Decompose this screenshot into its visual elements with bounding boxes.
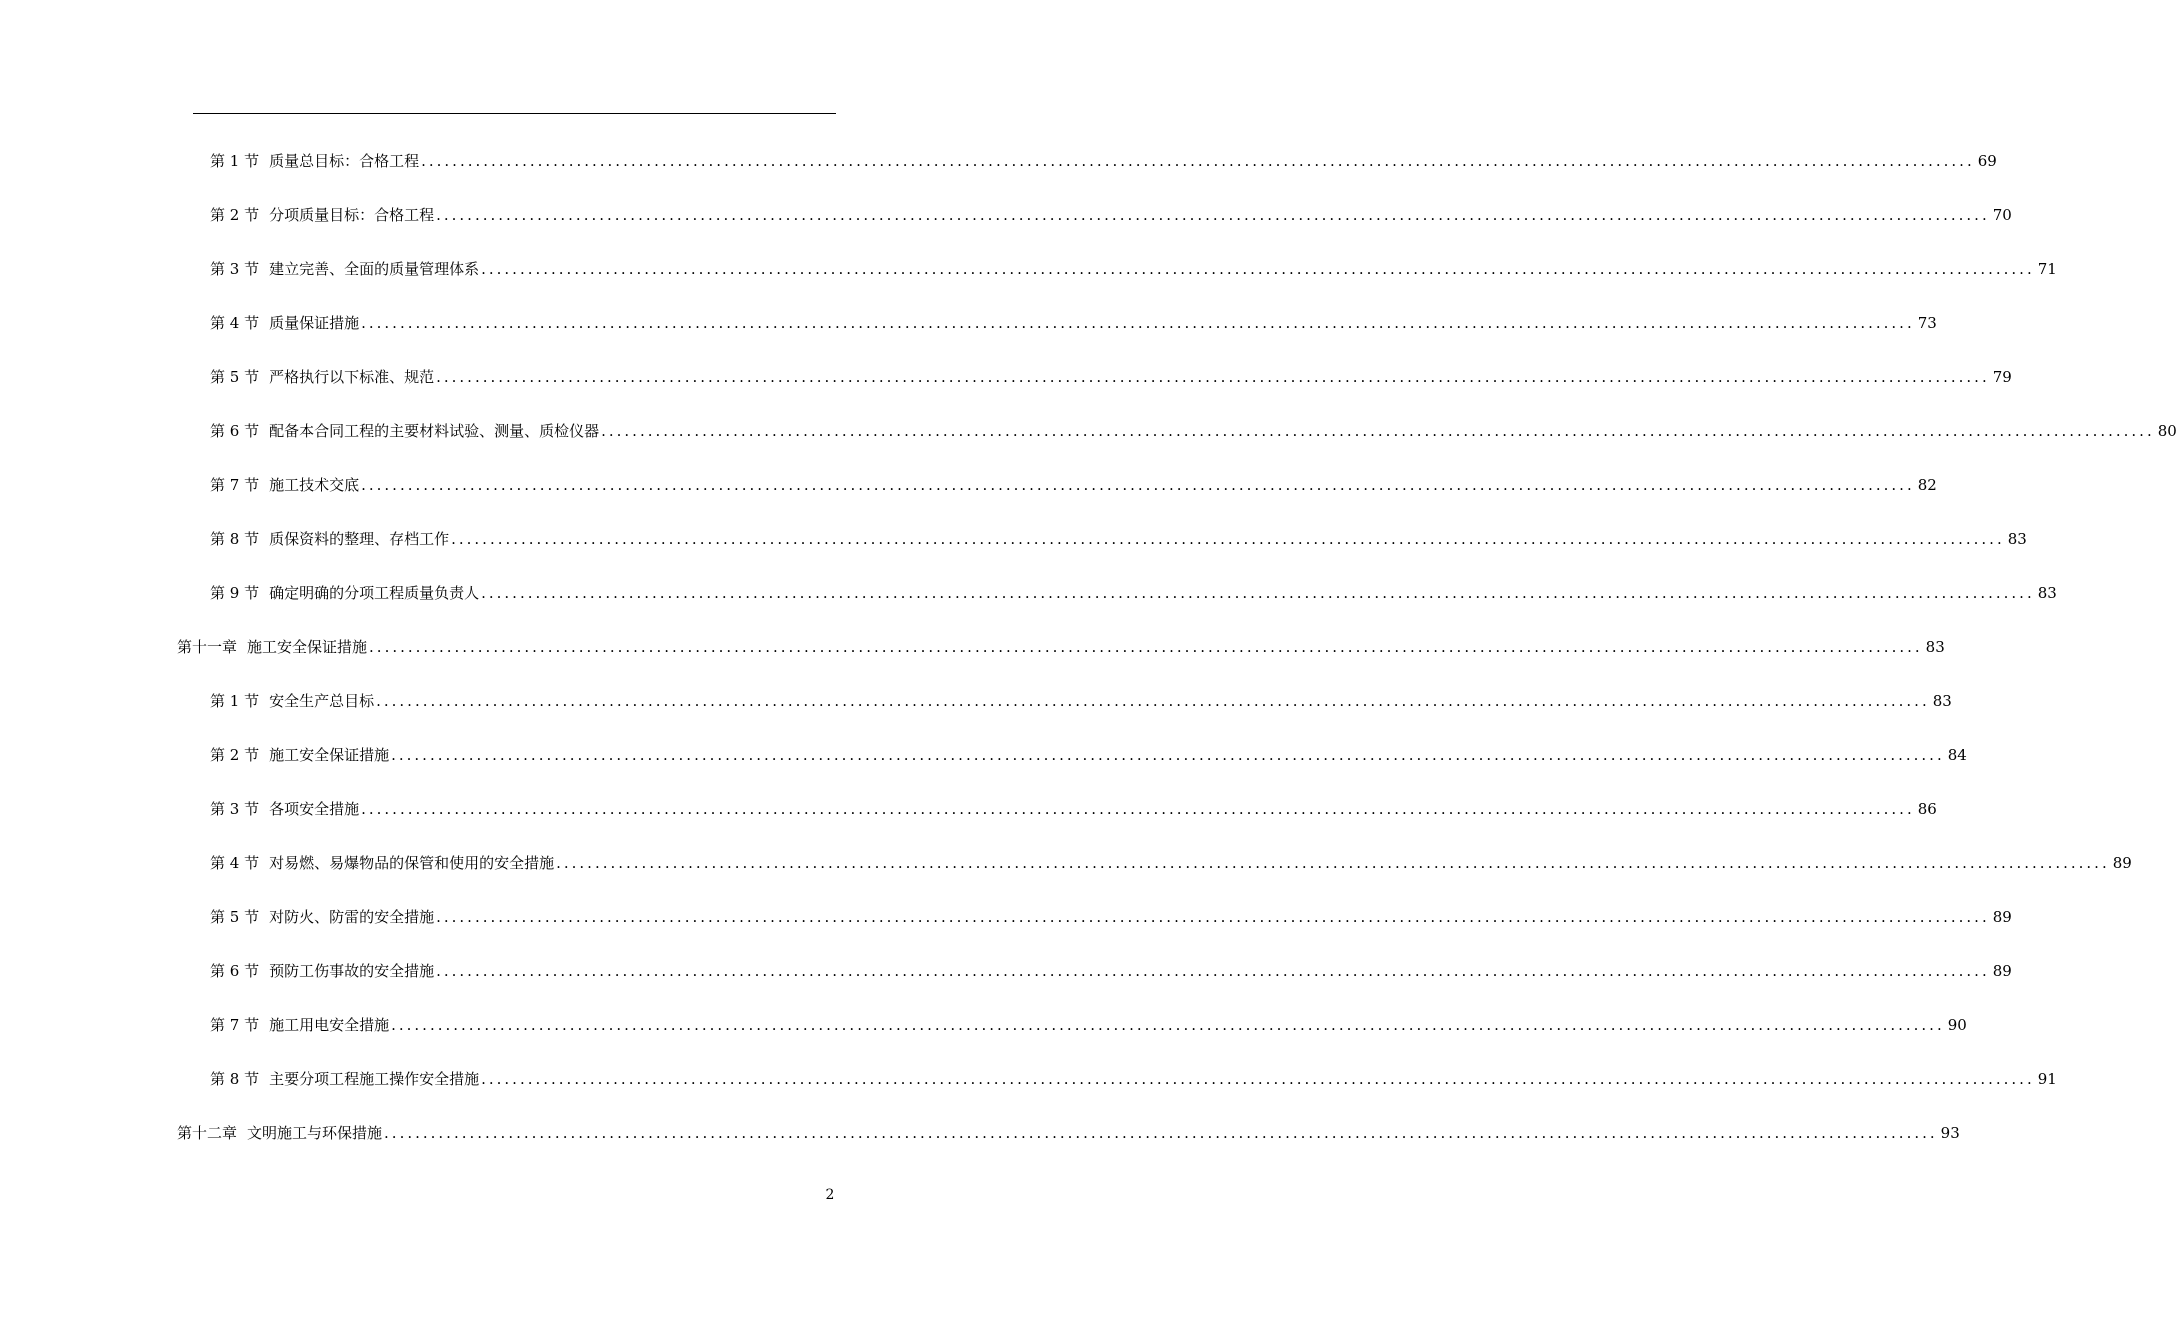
toc-entry-number: 第 1 节	[210, 152, 260, 170]
toc-entry-number: 第 6 节	[210, 962, 260, 980]
toc-entry-page: 86	[1917, 800, 1937, 818]
toc-dot-leader: ........................................................................................................................................................................................................	[384, 1124, 1938, 1142]
toc-entry-page: 69	[1977, 152, 1997, 170]
toc-entry-page: 91	[2037, 1070, 2057, 1088]
toc-entry-title: 预防工伤事故的安全措施	[269, 962, 435, 980]
toc-section-entry[interactable]	[210, 1067, 2057, 1091]
toc-entry-page: 84	[1947, 746, 1967, 764]
toc-entry-number: 第 5 节	[210, 908, 260, 926]
header-rule	[193, 113, 836, 114]
toc-entry-number: 第十一章	[177, 638, 238, 656]
toc-dot-leader: ........................................................................................................................................................................................................	[481, 1070, 2035, 1088]
toc-entry-number: 第 2 节	[210, 746, 260, 764]
toc-section-entry[interactable]	[210, 851, 2132, 875]
toc-section-entry[interactable]	[210, 581, 2057, 605]
toc-section-entry[interactable]	[210, 689, 1952, 713]
toc-entry-number: 第 3 节	[210, 260, 260, 278]
toc-section-entry[interactable]	[210, 311, 1937, 335]
toc-entry-page: 90	[1947, 1016, 1967, 1034]
toc-entry-number: 第 7 节	[210, 1016, 260, 1034]
toc-dot-leader: ........................................................................................................................................................................................................	[451, 530, 2005, 548]
toc-entry-title: 建立完善、全面的质量管理体系	[269, 260, 480, 278]
toc-section-entry[interactable]	[210, 203, 2012, 227]
toc-entry-page: 83	[1932, 692, 1952, 710]
toc-entry-page: 89	[1992, 962, 2012, 980]
page-number: 2	[825, 1187, 835, 1203]
toc-dot-leader: ........................................................................................................................................................................................................	[436, 962, 1990, 980]
toc-entry-number: 第 7 节	[210, 476, 260, 494]
toc-entry-number: 第 6 节	[210, 422, 260, 440]
toc-dot-leader: ........................................................................................................................................................................................................	[436, 206, 1990, 224]
toc-dot-leader: ........................................................................................................................................................................................................	[361, 476, 1915, 494]
toc-entry-title: 施工技术交底	[269, 476, 360, 494]
toc-entry-number: 第 8 节	[210, 530, 260, 548]
toc-entry-title: 对防火、防雷的安全措施	[269, 908, 435, 926]
toc-section-entry[interactable]	[210, 959, 2012, 983]
toc-entry-title: 质保资料的整理、存档工作	[269, 530, 450, 548]
toc-chapter-entry[interactable]	[177, 635, 1945, 659]
toc-entry-title: 施工安全保证措施	[247, 638, 368, 656]
toc-dot-leader: ........................................................................................................................................................................................................	[391, 746, 1945, 764]
toc-entry-page: 89	[2112, 854, 2132, 872]
toc-entry-number: 第 4 节	[210, 314, 260, 332]
toc-entry-number: 第 4 节	[210, 854, 260, 872]
toc-dot-leader: ........................................................................................................................................................................................................	[436, 368, 1990, 386]
toc-entry-number: 第 1 节	[210, 692, 260, 710]
toc-dot-leader: ........................................................................................................................................................................................................	[421, 152, 1975, 170]
toc-section-entry[interactable]	[210, 365, 2012, 389]
toc-entry-title: 配备本合同工程的主要材料试验、测量、质检仪器	[269, 422, 600, 440]
toc-dot-leader: ........................................................................................................................................................................................................	[556, 854, 2110, 872]
toc-entry-title: 确定明确的分项工程质量负责人	[269, 584, 480, 602]
toc-entry-title: 质量保证措施	[269, 314, 360, 332]
toc-dot-leader: ........................................................................................................................................................................................................	[481, 260, 2035, 278]
toc-dot-leader: ........................................................................................................................................................................................................	[481, 584, 2035, 602]
toc-entry-number: 第 3 节	[210, 800, 260, 818]
toc-dot-leader: ........................................................................................................................................................................................................	[391, 1016, 1945, 1034]
toc-entry-title: 严格执行以下标准、规范	[269, 368, 435, 386]
toc-section-entry[interactable]	[210, 1013, 1967, 1037]
toc-entry-page: 83	[2037, 584, 2057, 602]
toc-entry-number: 第十二章	[177, 1124, 238, 1142]
toc-entry-title: 施工用电安全措施	[269, 1016, 390, 1034]
toc-section-entry[interactable]	[210, 149, 1997, 173]
toc-entry-number: 第 2 节	[210, 206, 260, 224]
toc-entry-page: 89	[1992, 908, 2012, 926]
toc-entry-title: 安全生产总目标	[269, 692, 375, 710]
toc-entry-title: 主要分项工程施工操作安全措施	[269, 1070, 480, 1088]
toc-section-entry[interactable]	[210, 419, 2177, 443]
toc-entry-page: 70	[1992, 206, 2012, 224]
toc-dot-leader: ........................................................................................................................................................................................................	[601, 422, 2155, 440]
toc-entry-title: 各项安全措施	[269, 800, 360, 818]
toc-entry-title: 质量总目标：合格工程	[269, 152, 420, 170]
toc-entry-page: 83	[1925, 638, 1945, 656]
toc-dot-leader: ........................................................................................................................................................................................................	[376, 692, 1930, 710]
toc-entry-title: 文明施工与环保措施	[247, 1124, 383, 1142]
toc-dot-leader: ........................................................................................................................................................................................................	[361, 800, 1915, 818]
toc-entry-title: 对易燃、易爆物品的保管和使用的安全措施	[269, 854, 555, 872]
toc-entry-page: 73	[1917, 314, 1937, 332]
toc-entry-page: 80	[2157, 422, 2177, 440]
toc-section-entry[interactable]	[210, 527, 2027, 551]
toc-entry-page: 83	[2007, 530, 2027, 548]
toc-section-entry[interactable]	[210, 257, 2057, 281]
toc-dot-leader: ........................................................................................................................................................................................................	[369, 638, 1923, 656]
toc-section-entry[interactable]	[210, 797, 1937, 821]
toc-section-entry[interactable]	[210, 473, 1937, 497]
toc-entry-number: 第 5 节	[210, 368, 260, 386]
toc-entry-number: 第 9 节	[210, 584, 260, 602]
toc-section-entry[interactable]	[210, 743, 1967, 767]
toc-entry-page: 71	[2037, 260, 2057, 278]
toc-entry-page: 82	[1917, 476, 1937, 494]
toc-dot-leader: ........................................................................................................................................................................................................	[436, 908, 1990, 926]
toc-dot-leader: ........................................................................................................................................................................................................	[361, 314, 1915, 332]
toc-entry-page: 93	[1940, 1124, 1960, 1142]
toc-entry-title: 施工安全保证措施	[269, 746, 390, 764]
toc-entry-page: 79	[1992, 368, 2012, 386]
toc-chapter-entry[interactable]	[177, 1121, 1960, 1145]
toc-entry-number: 第 8 节	[210, 1070, 260, 1088]
toc-section-entry[interactable]	[210, 905, 2012, 929]
toc-entry-title: 分项质量目标：合格工程	[269, 206, 435, 224]
